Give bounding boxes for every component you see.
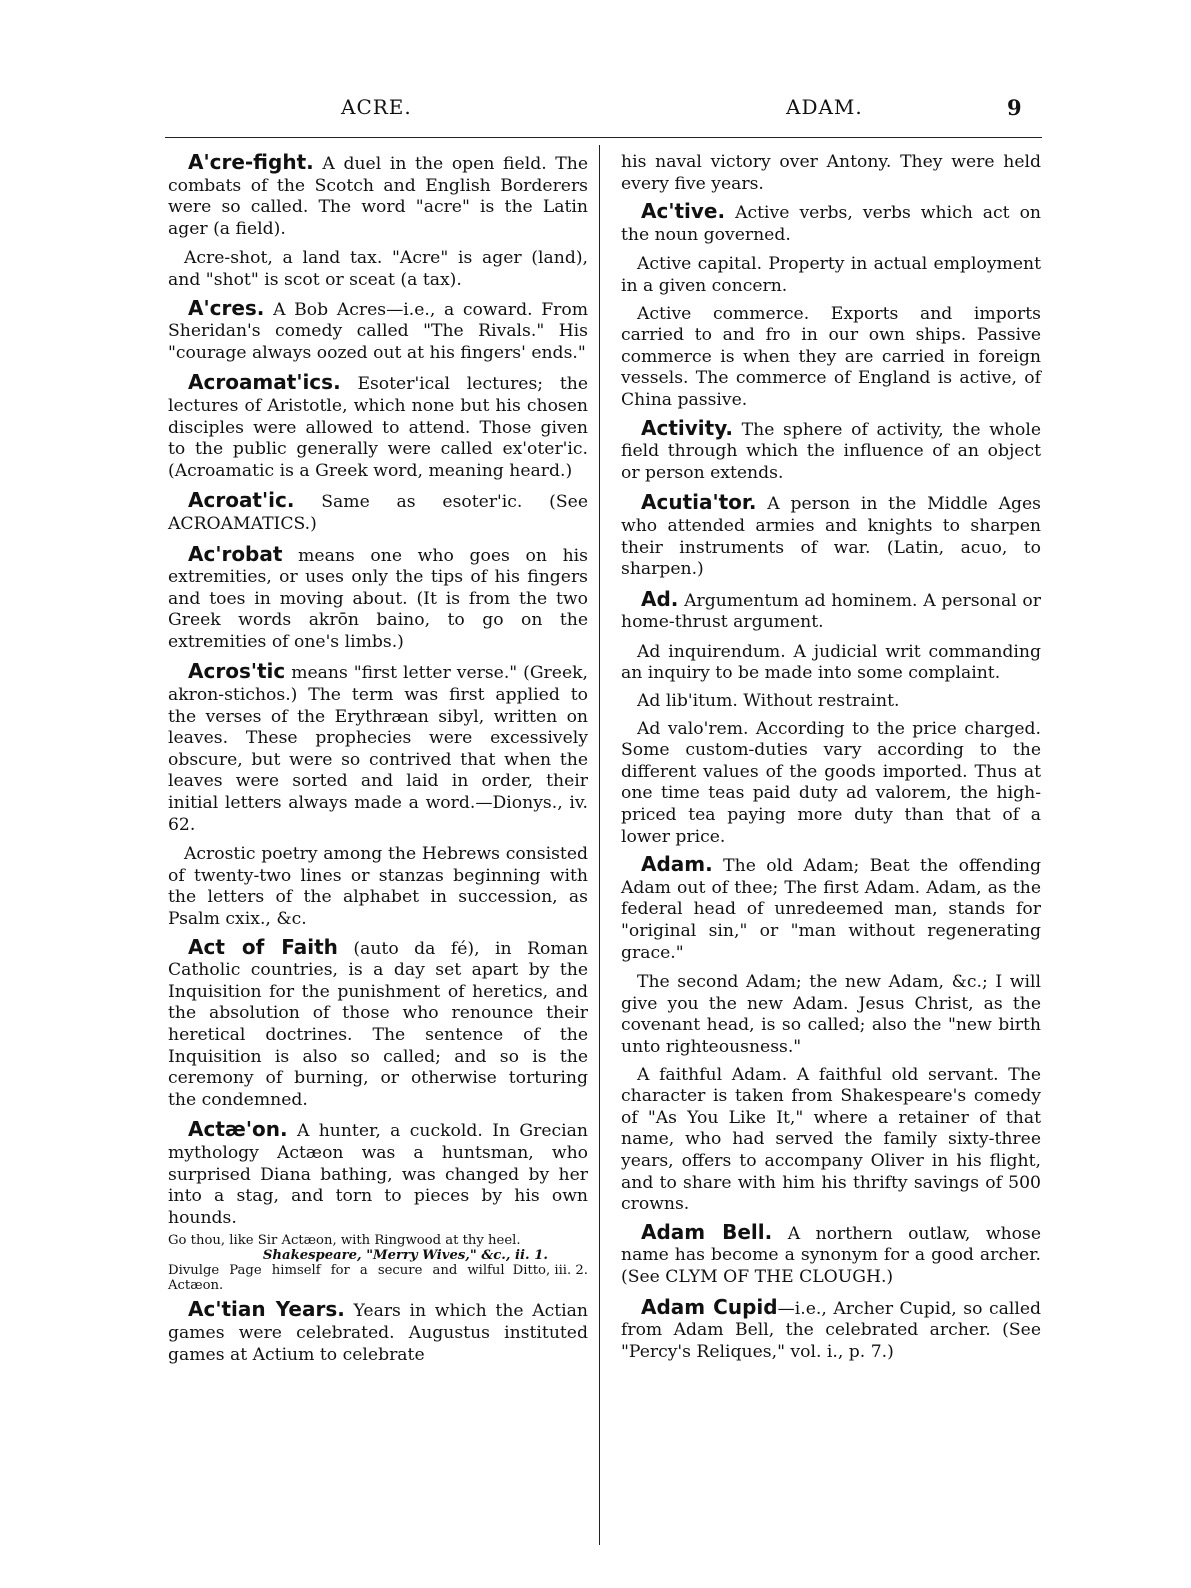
running-head-right: ADAM. [786,95,863,119]
entry-acrostic [168,661,588,836]
headword: Ac'robat [188,541,283,566]
header-rule [165,137,1042,138]
entry-actaeon [168,1119,588,1229]
subentry-second-adam: The second Adam; the new Adam, &c.; I will give you the new Adam. Jesus Christ, as the covenant head, is so called; also the "new birth unto righteousness." [621,972,1041,1057]
entry-text: A hunter, a cuckold. In Grecian mythology Actæon was a huntsman, who surprised Diana bathing, was changed by her into a stag, and torn to pieces by his own hounds. [168,1121,588,1228]
subentry-acre-shot: Acre-shot, a land tax. "Acre" is ager (land), and "shot" is scot or sceat (a tax). [168,248,588,290]
headword: Adam. [641,852,713,877]
entry-acroamatics [168,372,588,482]
subentry-ad-libitum: Ad lib'itum. Without restraint. [637,691,900,712]
right-column [621,152,1041,1371]
entry-text: (auto da fé), in Roman Catholic countries, is a day set apart by the Inquisition for the punishment of heretics, and the absolution of those who renounce their heretical doctrines. The sentence of the Inquisition is also so called; and so is the ceremony of burning, or otherwise torturing the condemned. [168,938,588,1110]
subentry-acrostic-poetry: Acrostic poetry among the Hebrews consisted of twenty-two lines or stanzas beginning with the letters of the alphabet in succession, as Psalm cxix., &c. [168,844,588,929]
entry-active [621,201,1041,246]
entry-acutiator [621,492,1041,580]
left-column [168,152,588,1374]
quote-attribution: Shakespeare, "Merry Wives," &c., ii. 1. [262,1248,548,1264]
headword: Ac'tive. [641,199,726,224]
entry-text: A northern outlaw, whose name has become a synonym for a good archer. (See CLYM OF THE CLOUGH.) [621,1223,1041,1287]
quotation-block [168,1233,588,1293]
headword: A'cre-fight. [188,150,314,174]
headword: Acroat'ic. [188,488,295,513]
continuation-text: his naval victory over Antony. They were held every five years. [621,152,1041,194]
entry-adam [621,854,1041,964]
entry-text: A person in the Middle Ages who attended armies and knights to sharpen their instruments of war. (Latin, acuo, to sharpen.) [621,494,1042,580]
headword: Adam Bell. [641,1219,773,1244]
headword: Ad. [641,586,679,611]
entry-acroatic [168,490,588,535]
headword: Ac'tian Years. [188,1297,345,1322]
entry-adam-bell [621,1219,1041,1289]
entry-acre-fight [168,152,588,240]
entry-text: Esoter'ical lectures; the lectures of Aristotle, which none but his chosen disciples were allowed to attend. Those given to the public generally were called ex'oter'ic. (Acroamatic is a Greek word, meaning heard.) [168,374,588,481]
entry-text: means "first letter verse." (Greek, akron-stichos.) The term was first applied to the verses of the Erythræan sibyl, written on leaves. These prophecies were excessively obscure, but were so contrived that when the leaves were sorted and laid in order, their initial letters always made a word.—Dionys., iv. 62. [168,663,588,835]
subentry-active-capital: Active capital. Property in actual employment in a given concern. [621,254,1041,296]
headword: Activity. [641,415,734,440]
entry-text: Years in which the Actian games were celebrated. Augustus instituted games at Actium to celebrate [168,1301,588,1365]
headword: Acutia'tor. [641,490,757,515]
entry-act-of-faith [168,934,588,1112]
entry-adam-cupid [621,1294,1041,1364]
subentry-active-commerce: Active commerce. Exports and imports carried to and fro in our own ships. Passive commerce is when they are carried in foreign vessels. The commerce of England is active, of China passive. [621,303,1041,410]
subentry-faithful-adam: A faithful Adam. A faithful old servant. The character is taken from Shakespeare's comedy of "As You Like It," where a retainer of that name, who had served the family sixty-three years, offers to accompany Oliver in his flight, and to share with him his thrifty savings of 500 crowns. [621,1064,1041,1215]
entry-actian-years [168,1299,588,1366]
entry-acres [168,295,588,365]
headword: Acros'tic [188,659,286,684]
entry-text: The sphere of activity, the whole field through which the influence of an object or person extends. [621,419,1041,483]
entry-text: A duel in the open field. The combats of the Scotch and English Borderers were so called. The word "acre" is the Latin ager (a field). [168,154,589,239]
entry-ad [621,586,1041,634]
entry-text: means one who goes on his extremities, or uses only the tips of his fingers and toes in moving about. (It is from the two Greek words akrōn baino, to go on the extremities of one's limbs.) [168,545,588,652]
headword: Adam Cupid [641,1294,778,1319]
quote-line: Go thou, like Sir Actæon, with Ringwood at thy heel. [168,1233,521,1249]
column-divider [599,145,600,1545]
entry-text: A Bob Acres—i.e., a coward. From Sheridan's comedy called "The Rivals." His "courage always oozed out at his fingers' ends." [168,299,588,363]
quote-row [168,1263,588,1293]
running-head-left: ACRE. [341,95,412,119]
entry-text: Argumentum ad hominem. A personal or home-thrust argument. [621,590,1041,633]
headword: Actæ'on. [188,1117,288,1142]
quote-attribution: Ditto, iii. 2. [512,1263,588,1279]
entry-activity [621,415,1041,485]
entry-text: The old Adam; Beat the offending Adam out of thee; The first Adam. Adam, as the federal head of unredeemed man, stands for "original sin," or "man without regenerating grace." [621,856,1041,963]
subentry-ad-inquirendum: Ad inquirendum. A judicial writ commanding an inquiry to be made into some complaint. [621,641,1041,684]
entry-text: Active verbs, verbs which act on the noun governed. [621,203,1041,245]
entry-text: Same as esoter'ic. (See ACROAMATICS.) [168,492,588,534]
headword: A'cres. [188,295,265,320]
subentry-ad-valorem: Ad valo'rem. According to the price charged. Some custom-duties vary according to the different values of the goods imported. Thus at one time teas paid duty ad valorem, the high-priced tea paying more duty than that of a lower price. [621,718,1041,847]
entry-text: —i.e., Archer Cupid, so called from Adam Bell, the celebrated archer. (See "Percy's Reliques," vol. i., p. 7.) [621,1298,1041,1362]
headword: Acroamat'ics. [188,370,341,395]
page-number: 9 [1007,95,1022,120]
headword: Act of Faith [188,934,338,959]
entry-acrobat [168,541,588,654]
quote-line: Divulge Page himself for a secure and wilful Actæon. [168,1263,505,1294]
